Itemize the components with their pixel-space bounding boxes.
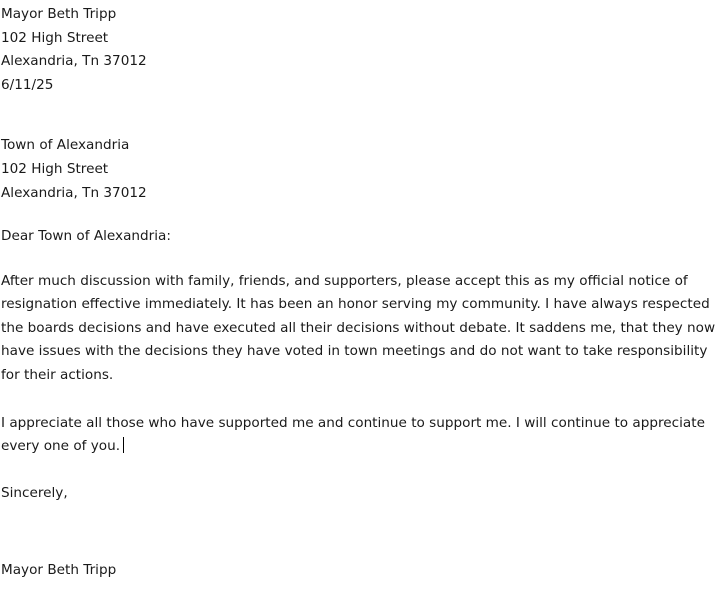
paragraph-line: After much discussion with family, friends, and supporters, please accept this as my official notice of <box>1 273 688 289</box>
sender-name: Mayor Beth Tripp <box>1 6 117 22</box>
paragraph-line: every one of you. <box>1 438 121 455</box>
recipient-city-state-zip: Alexandria, Tn 37012 <box>1 185 147 201</box>
signature-name: Mayor Beth Tripp <box>1 562 117 578</box>
recipient-name: Town of Alexandria <box>1 137 130 153</box>
recipient-street: 102 High Street <box>1 161 109 177</box>
salutation: Dear Town of Alexandria: <box>1 228 171 244</box>
paragraph-line: I appreciate all those who have supported me and continue to support me. I will continue to appreciate <box>1 415 705 431</box>
sender-city-state-zip: Alexandria, Tn 37012 <box>1 53 147 69</box>
paragraph-line: for their actions. <box>1 366 114 383</box>
closing: Sincerely, <box>1 485 68 501</box>
paragraph-line-with-cursor <box>1 435 717 458</box>
paragraph-line: have issues with the decisions they have voted in town meetings and do not want to take responsibility <box>1 343 708 360</box>
sender-street: 102 High Street <box>1 30 109 46</box>
letter-date: 6/11/25 <box>1 77 54 93</box>
paragraph-line: the boards decisions and have executed all their decisions without debate. It saddens me, that they now <box>1 319 716 336</box>
text-cursor <box>123 437 124 453</box>
paragraph-line: resignation effective immediately. It has been an honor serving my community. I have always respected <box>1 296 710 313</box>
body-paragraph-1 <box>1 270 717 387</box>
body-paragraph-2[interactable] <box>1 412 717 459</box>
